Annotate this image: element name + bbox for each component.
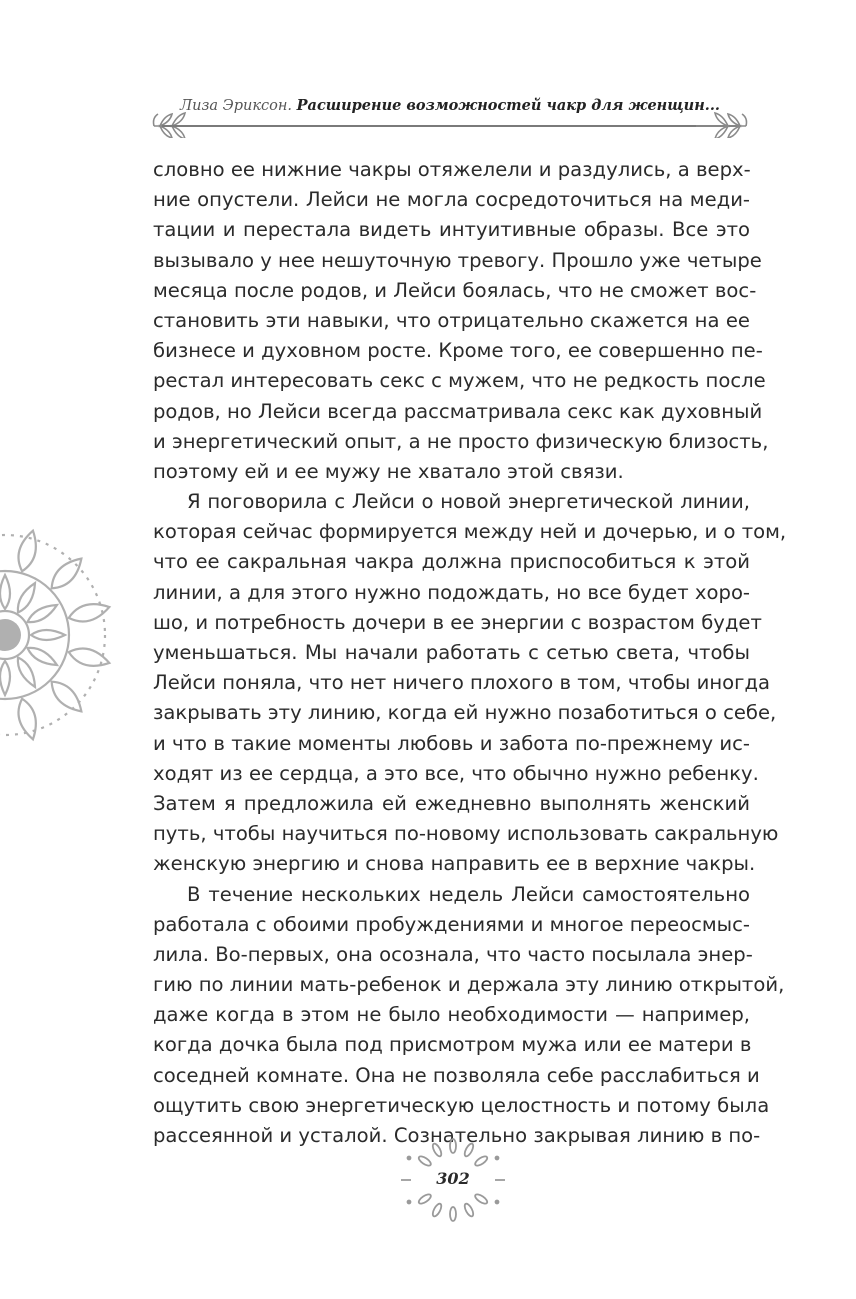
- text-line: шо, и потребность дочери в ее энергии с возрастом будет: [153, 610, 762, 634]
- text-line: линии, а для этого нужно подождать, но все будет хоро-: [153, 580, 750, 604]
- text-line: В течение нескольких недель Лейси самостоятельно: [187, 882, 750, 906]
- text-line: тации и перестала видеть интуитивные образы. Все это: [153, 218, 750, 242]
- text-line: месяца после родов, и Лейси боялась, что не сможет вос-: [153, 278, 757, 302]
- header-rule: [162, 125, 738, 127]
- text-line: Затем я предложила ей ежедневно выполнять женский: [153, 791, 750, 815]
- paragraph-3: [153, 880, 785, 1152]
- text-line: становить эти навыки, что отрицательно скажется на ее: [153, 308, 750, 332]
- text-line: лила. Во-первых, она осознала, что часто посылала энер-: [153, 942, 753, 966]
- text-line: гию по линии мать-ребенок и держала эту линию открытой,: [153, 973, 785, 997]
- text-line: уменьшаться. Мы начали работать с сетью света, чтобы: [153, 641, 750, 664]
- text-line: что ее сакральная чакра должна приспособиться к этой: [153, 550, 750, 574]
- text-line: когда дочка была под присмотром мужа или ее матери в: [153, 1033, 752, 1057]
- text-line: женскую энергию и снова направить ее в верхние чакры.: [153, 852, 756, 876]
- page-footer: [395, 1132, 511, 1228]
- text-line: вызывало у нее нешуточную тревогу. Прошло уже четыре: [153, 248, 762, 272]
- text-line: путь, чтобы научиться по-новому использовать сакральную: [153, 822, 779, 846]
- mandala-icon: [0, 520, 120, 750]
- running-header: [150, 88, 750, 148]
- text-line: Я поговорила с Лейси о новой энергетической линии,: [187, 490, 750, 514]
- text-line: Лейси поняла, что нет ничего плохого в том, чтобы иногда: [153, 671, 771, 695]
- text-line: словно ее нижние чакры отяжелели и раздулись, а верх-: [153, 158, 751, 181]
- text-line: родов, но Лейси всегда рассматривала секс как духовный: [153, 399, 763, 423]
- text-line: поэтому ей и ее мужу не хватало этой связи.: [153, 459, 624, 483]
- text-line: ощутить свою энергетическую целостность и потому была: [153, 1093, 770, 1117]
- header-author: Лиза Эриксон.: [180, 98, 293, 114]
- text-line: рассеянной и усталой. Сознательно закрывая линию в по-: [153, 1124, 761, 1147]
- text-line: и энергетический опыт, а не просто физическую близость,: [153, 429, 769, 453]
- page-number: 302: [436, 1169, 470, 1188]
- paragraph-1: [153, 155, 769, 487]
- text-line: бизнесе и духовном росте. Кроме того, ее совершенно пе-: [153, 339, 763, 363]
- text-line: даже когда в этом не было необходимости — например,: [153, 1003, 750, 1027]
- text-line: ходят из ее сердца, а это все, что обычно нужно ребенку.: [153, 761, 759, 785]
- text-line: ние опустели. Лейси не могла сосредоточиться на меди-: [153, 188, 750, 212]
- text-line: работала с обоими пробуждениями и многое переосмыс-: [153, 912, 750, 936]
- header-book-title: Расширение возможностей чакр для женщин...: [296, 97, 720, 114]
- text-line: которая сейчас формируется между ней и дочерью, и о том,: [153, 520, 787, 544]
- header-title: [150, 97, 750, 114]
- text-line: соседней комнате. Она не позволяла себе расслабиться и: [153, 1063, 760, 1087]
- body-text: [153, 155, 787, 1151]
- leaf-sprig-right-icon: [694, 98, 750, 138]
- text-line: и что в такие моменты любовь и забота по-прежнему ис-: [153, 731, 750, 755]
- text-line: закрывать эту линию, когда ей нужно позаботиться о себе,: [153, 701, 777, 725]
- text-line: рестал интересовать секс с мужем, что не редкость после: [153, 369, 766, 393]
- paragraph-2: [153, 487, 787, 879]
